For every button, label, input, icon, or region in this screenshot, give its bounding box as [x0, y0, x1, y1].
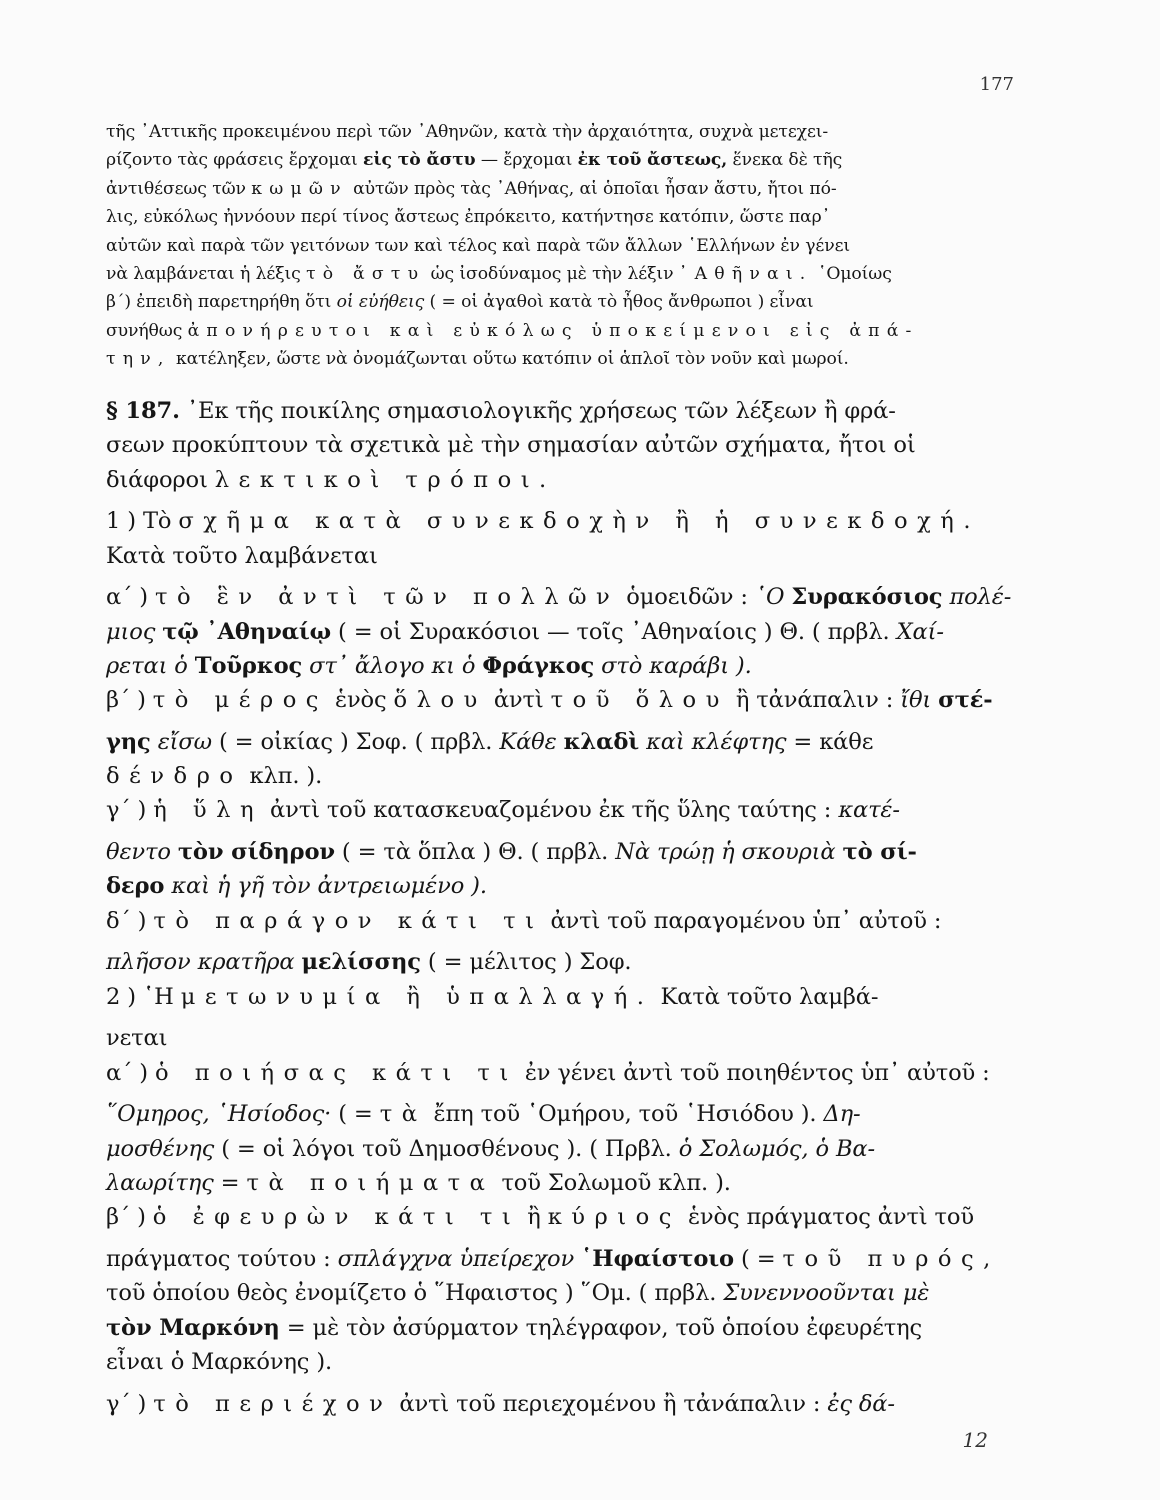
text-run: ὁ ἐφευρὼν κάτι τι	[152, 1204, 521, 1231]
text-line	[106, 1132, 1021, 1166]
line-gap	[106, 1090, 1021, 1097]
text-run: καὶ κλέφτης	[639, 728, 787, 755]
text-run: τοῦ ὁποίου θεὸς ἐνομίζετο ὁ ῞Ηφαιστος ) ῞Ομ. ( πρβλ.	[106, 1280, 724, 1307]
text-run: τοῦ Σολωμοῦ κλπ. ).	[494, 1169, 731, 1196]
text-run: α΄ )	[106, 1059, 155, 1086]
text-run: ἑνὸς πράγματος ἀντὶ τοῦ	[680, 1204, 974, 1231]
text-line	[106, 1200, 1021, 1234]
text-run: ἴθι	[900, 687, 939, 714]
text-run: στέ-	[938, 687, 993, 714]
text-line	[106, 649, 1021, 683]
text-run: Νὰ τρώῃ ἡ σκουριὰ	[615, 839, 843, 866]
text-run: = κάθε	[786, 728, 874, 755]
text-line	[106, 203, 1021, 231]
text-line	[106, 260, 1021, 288]
text-run: τὸ περιέχον	[153, 1390, 393, 1417]
text-run: πράγματος τούτου :	[106, 1245, 338, 1272]
text-line	[106, 615, 1021, 649]
text-run: την,	[106, 349, 171, 370]
text-run: γης	[106, 728, 151, 755]
text-run: μιος	[106, 618, 156, 645]
text-run: σεων προκύπτουν τὰ σχετικὰ μὲ τὴν σημασίαν αὐτῶν σχήματα, ἤτοι οἱ	[106, 432, 916, 459]
text-run: κλαδὶ	[563, 728, 640, 755]
text-run: πολέ-	[942, 584, 1012, 611]
text-run: ὁ ποιήσας κάτι τι	[154, 1059, 518, 1086]
text-run: κύριος	[547, 1204, 681, 1231]
text-line	[106, 1056, 1021, 1090]
text-line	[106, 904, 1021, 938]
text-run: ( = τὰ ὅπλα ) Θ. ( πρβλ.	[334, 839, 616, 866]
text-run: β΄ )	[106, 687, 153, 714]
text-run: συνήθως	[106, 320, 188, 341]
text-run: ἐν γένει ἀντὶ τοῦ ποιηθέντος ὑπ᾿ αὐτοῦ :	[517, 1059, 990, 1086]
text-run: ῞Ομηρος, ῾Ησίοδος·	[106, 1101, 332, 1128]
text-line	[106, 539, 1021, 573]
text-run: Συνεννοοῦνται μὲ	[723, 1280, 930, 1307]
text-run: ἀντὶ	[486, 687, 551, 714]
text-line	[106, 725, 1021, 759]
text-run: ὅλου	[393, 687, 487, 714]
text-run: διάφοροι	[106, 466, 215, 493]
text-run: οἱ εὐήθεις	[336, 292, 425, 313]
text-run: ὁμοειδῶν :	[619, 584, 755, 611]
text-line	[106, 463, 1021, 497]
text-run: δ΄ )	[106, 907, 154, 934]
text-run: ἢ τἀνάπαλιν :	[728, 687, 901, 714]
text-run: Κατὰ τοῦτο λαμβά-	[653, 983, 879, 1010]
text-line	[106, 317, 1021, 345]
text-run: ῾Ο	[754, 584, 792, 611]
text-run: ᾿Αθῆναι.	[678, 264, 813, 285]
text-run: τὸ σί-	[842, 839, 917, 866]
text-run: μετωνυμία ἢ ὑπαλλαγή.	[180, 983, 654, 1010]
text-run: πλῆσον κρατῆρα	[106, 949, 302, 976]
text-run: νὰ λαμβάνεται ἡ λέξις	[106, 264, 307, 285]
text-line	[106, 759, 1021, 793]
line-gap	[106, 573, 1021, 580]
line-gap	[106, 497, 1021, 504]
text-line	[106, 835, 1021, 869]
text-run: ρίζοντο τὰς φράσεις ἔρχομαι	[106, 150, 363, 171]
text-run: ἀντὶ τοῦ περιεχομένου ἢ τἀνάπαλιν :	[392, 1390, 828, 1417]
text-run: κατέληξεν, ὥστε νὰ ὀνομάζωνται οὕτω κατόπιν οἱ ἁπλοῖ τὸν νοῦν καὶ μωροί.	[170, 349, 849, 370]
text-run: στ᾿ ἄλογο κι ὁ	[302, 652, 483, 679]
text-run: ὁ Σολωμός, ὁ Βα-	[678, 1135, 876, 1162]
line-gap	[106, 717, 1021, 724]
text-line	[106, 232, 1021, 260]
text-run: ( = οἰκίας ) Σοφ. ( πρβλ.	[211, 728, 500, 755]
text-run: 2 ) ῾Η	[106, 983, 181, 1010]
text-run: αὐτῶν πρὸς τὰς ᾿Αθήνας, αἱ ὁποῖαι ἦσαν ἄστυ, ἤτοι πό-	[347, 178, 837, 199]
text-line	[106, 580, 1021, 614]
text-run: Κάθε	[499, 728, 564, 755]
text-run: ἔπη τοῦ ῾Ομήρου, τοῦ ῾Ησιόδου ).	[426, 1101, 824, 1128]
text-run: λεκτικοὶ τρόποι.	[214, 466, 556, 493]
page-number: 177	[979, 74, 1014, 95]
line-gap	[106, 828, 1021, 835]
text-line	[106, 980, 1021, 1014]
text-run: ( =	[733, 1245, 783, 1272]
text-run: ὡς ἰσοδύναμος μὲ τὴν λέξιν	[425, 264, 679, 285]
text-run: ῾Ηφαίστοιο	[581, 1245, 734, 1272]
text-run: ἕνεκα δὲ τῆς	[727, 150, 843, 171]
text-run: κατέ-	[838, 797, 900, 824]
text-line	[106, 1242, 1021, 1276]
text-line	[106, 504, 1021, 538]
text-run: εἶναι ὁ Μαρκόνης ).	[106, 1348, 333, 1375]
text-line	[106, 869, 1021, 903]
text-run: δένδρο	[106, 763, 243, 790]
text-run: ( =	[331, 1101, 380, 1128]
text-run: νεται	[106, 1025, 168, 1052]
text-run: τοῦ πυρός,	[782, 1245, 1000, 1272]
text-run: δερο	[106, 873, 165, 900]
text-run: ἀπονήρευτοι καὶ εὐκόλως ὑποκείμενοι εἰς ἀπά-	[187, 320, 919, 341]
text-run: λις, εὐκόλως ἠννόουν περί τίνος ἄστεως ἐπρόκειτο, κατήντησε κατόπιν, ὥστε παρ᾿	[106, 207, 831, 228]
text-run: ἡ ὕλη	[153, 797, 264, 824]
text-run: τὰ	[379, 1101, 427, 1128]
text-run: τῆς ᾿Αττικῆς προκειμένου περὶ τῶν ᾿Αθηνῶν, κατὰ τὴν ἀρχαιότητα, συχνὰ μετεχει-	[106, 122, 829, 142]
signature-mark: 12	[962, 1428, 988, 1452]
text-run: τὸ ἓν ἀντὶ τῶν πολλῶν	[154, 584, 620, 611]
line-gap	[106, 1235, 1021, 1242]
line-gap	[106, 1014, 1021, 1021]
text-run: β΄) ἐπειδὴ παρετηρήθη ὅτι	[106, 292, 337, 313]
text-line	[106, 394, 1021, 428]
text-run: τῷ ᾿Αθηναίῳ	[162, 618, 332, 645]
text-run: ᾿Εκ τῆς ποικίλης σημασιολογικῆς χρήσεως τῶν λέξεων ἢ φρά-	[179, 398, 896, 424]
text-run: καὶ ἡ γῆ τὸν ἀντρειωμένο ).	[164, 873, 487, 900]
text-run: ( = οἱ Συρακόσιοι — τοῖς ᾿Αθηναίοις ) Θ. ( πρβλ.	[331, 618, 897, 645]
text-run: ( = οἱ λόγοι τοῦ Δημοσθένους ). ( Πρβλ.	[214, 1135, 679, 1162]
text-run: =	[213, 1169, 247, 1196]
text-run: τὰ ποιήματα	[246, 1169, 495, 1196]
text-run: τὸν σίδηρον	[177, 839, 335, 866]
text-line	[106, 1345, 1021, 1379]
intro-paragraph	[106, 118, 1021, 374]
text-run: στὸ καράβι ).	[594, 652, 752, 679]
text-line	[106, 1276, 1021, 1310]
text-run: τοῦ ὅλου	[550, 687, 729, 714]
text-line	[106, 945, 1021, 979]
text-run: ἢ	[520, 1204, 548, 1231]
text-run: ( = οἱ ἀγαθοὶ κατὰ τὸ ἦθος ἄνθρωποι ) εἶναι	[424, 292, 814, 313]
text-line	[106, 793, 1021, 827]
text-line	[106, 428, 1021, 462]
text-run: = μὲ τὸν ἀσύρματον τηλέγραφον, τοῦ ὁποίου ἐφευρέτης	[279, 1314, 923, 1341]
text-line	[106, 1311, 1021, 1345]
text-run: Κατὰ τοῦτο λαμβάνεται	[106, 542, 378, 569]
text-run: εἰς τὸ ἄστυ	[362, 150, 476, 171]
text-run: γ΄ )	[106, 1390, 154, 1417]
text-run: ἀντιθέσεως τῶν	[106, 178, 252, 199]
text-line	[106, 683, 1021, 717]
text-run: μελίσσης	[301, 949, 421, 976]
section-187-body	[106, 394, 1021, 1421]
text-run: — ἔρχομαι	[475, 150, 578, 171]
text-run: αὐτῶν καὶ παρὰ τῶν γειτόνων των καὶ τέλος καὶ παρὰ τῶν ἄλλων ῾Ελλήνων ἐν γένει	[106, 235, 851, 256]
text-run: ἀντὶ τοῦ κατασκευαζομένου ἐκ τῆς ὕλης ταύτης :	[263, 797, 839, 824]
text-run: τὸν Μαρκόνη	[106, 1314, 280, 1341]
text-line	[106, 175, 1021, 203]
text-run: εἴσω	[150, 728, 212, 755]
text-run: ἐκ τοῦ ἄστεως,	[577, 150, 728, 171]
text-run: λαωρίτης	[106, 1169, 214, 1196]
line-gap	[106, 1379, 1021, 1386]
text-run: γ΄ )	[106, 797, 154, 824]
text-run: τὸ ἄστυ	[306, 264, 426, 285]
text-run: τὸ μέρος	[152, 687, 328, 714]
text-line	[106, 1387, 1021, 1421]
text-run: σχῆμα κατὰ συνεκδοχὴν ἢ ἡ συνεκδοχή.	[178, 508, 980, 535]
text-run: Τοῦρκος	[194, 652, 303, 679]
text-run: Δη-	[823, 1101, 861, 1128]
text-run: μοσθένης	[106, 1135, 215, 1162]
text-run: θεντο	[106, 839, 178, 866]
text-line	[106, 1021, 1021, 1055]
text-run: α΄ )	[106, 584, 155, 611]
text-run: ῾Ομοίως	[812, 264, 892, 285]
text-run: κλπ. ).	[242, 763, 323, 790]
text-line	[106, 288, 1021, 316]
text-run: Χαί-	[896, 618, 944, 645]
text-line	[106, 118, 1021, 146]
text-run: Συρακόσιος	[791, 584, 943, 611]
text-run: ἑνὸς	[327, 687, 394, 714]
text-run: 1 ) Τὸ	[106, 508, 179, 535]
text-run: ( = μέλιτος ) Σοφ.	[420, 949, 632, 976]
text-line	[106, 1166, 1021, 1200]
text-run: ἀντὶ τοῦ παραγομένου ὑπ᾿ αὐτοῦ :	[543, 907, 942, 934]
text-line	[106, 146, 1021, 174]
text-run: Φράγκος	[482, 652, 595, 679]
text-line	[106, 345, 1021, 373]
text-run: ἐς δά-	[827, 1390, 895, 1417]
line-gap	[106, 938, 1021, 945]
text-run: κωμῶν	[251, 178, 348, 199]
text-run: σπλάγχνα ὑπείρεχον	[337, 1245, 582, 1272]
text-run: β΄ )	[106, 1204, 153, 1231]
text-run: ρεται ὁ	[106, 652, 195, 679]
text-run: § 187.	[106, 398, 180, 424]
text-line	[106, 1097, 1021, 1131]
text-run: τὸ παράγον κάτι τι	[153, 907, 544, 934]
